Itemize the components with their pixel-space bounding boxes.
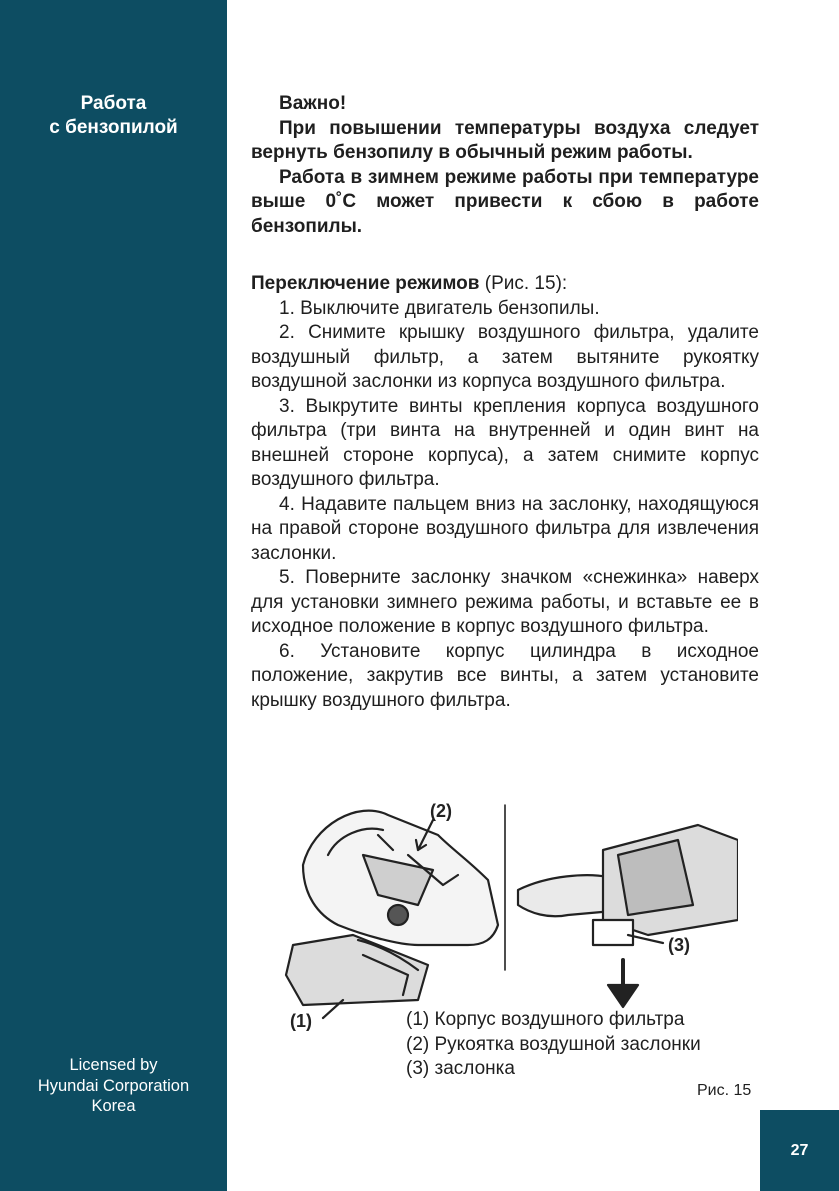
license-line: Licensed by [69, 1056, 158, 1074]
step-item: 1. Выключите двигатель бензопилы. [279, 297, 600, 319]
legend-item: (1) Корпус воздушного фильтра [406, 1009, 685, 1030]
callout-label: (3) [668, 935, 690, 955]
warning-heading: Важно! [279, 93, 347, 114]
legend-item: (2) Рукоятка воздушной заслонки [406, 1033, 701, 1055]
step-item: 6. Установите корпус цилиндра в исходное положение, закрутив все винты, а затем установите крышку воздушного фильтра. [251, 640, 759, 711]
section-title-line: с бензопилой [49, 117, 178, 138]
spacer [251, 239, 759, 272]
main-content [251, 92, 759, 713]
license-line: Korea [91, 1097, 136, 1115]
sidebar [0, 0, 227, 1191]
step-item: 4. Надавите пальцем вниз на заслонку, находящуюся на правой стороне воздушного фильтра для извлечения заслонки. [251, 493, 759, 564]
warning-paragraph: При повышении температуры воздуха следует вернуть бензопилу в обычный режим работы. [251, 117, 759, 163]
callout-label: (2) [430, 801, 452, 821]
section-title [0, 92, 227, 140]
figure-legend [406, 1008, 701, 1082]
warning-block [251, 92, 759, 239]
section-heading [251, 272, 759, 297]
step-item: 3. Выкрутите винты крепления корпуса воздушного фильтра (три винта на внутренней и один винт на внешней стороне корпуса), а затем снимите корпус воздушного фильтра. [251, 395, 759, 490]
section-heading-ref: (Рис. 15): [479, 273, 568, 294]
step-item: 5. Поверните заслонку значком «снежинка» наверх для установки зимнего режима работы, и вставьте ее в исходное положение в корпус воздушного фильтра. [251, 567, 759, 637]
chainsaw-illustration [268, 795, 738, 1035]
section-heading-text: Переключение режимов [251, 273, 480, 294]
section-title-line: Работа [80, 93, 147, 114]
figure-caption: Рис. 15 [697, 1082, 752, 1099]
legend-item: (3) заслонка [406, 1058, 515, 1079]
step-item: 2. Снимите крышку воздушного фильтра, удалите воздушный фильтр, а затем вытяните рукоятку воздушной заслонки из корпуса воздушного фильтра. [251, 322, 759, 392]
license-line: Hyundai Corporation [37, 1076, 190, 1095]
callout-label: (1) [290, 1011, 312, 1031]
warning-paragraph: Работа в зимнем режиме работы при температуре выше 0˚С может привести к сбою в работе бензопилы. [251, 166, 759, 237]
license-note [0, 1055, 227, 1117]
page-number: 27 [760, 1110, 839, 1191]
